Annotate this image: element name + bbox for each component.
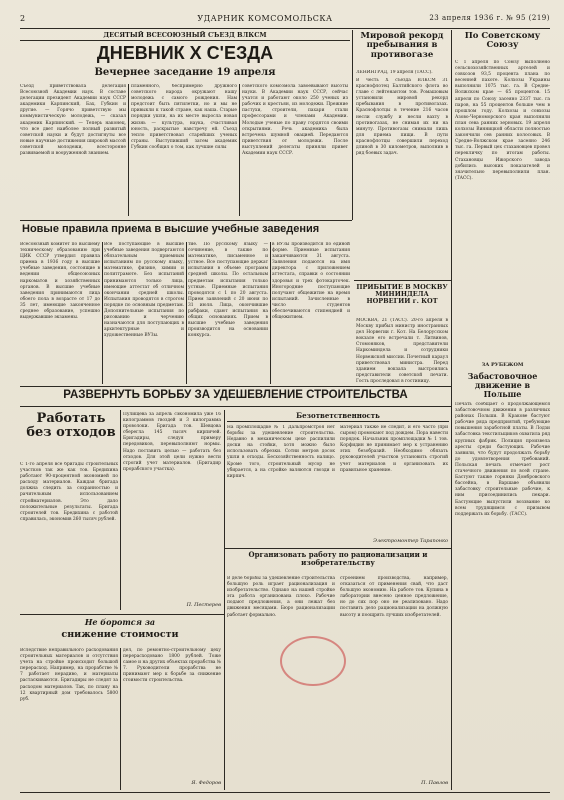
rats-title: Организовать работу по рационализации и изобретательству <box>248 551 428 567</box>
vuz-title: Новые правила приема в высшие учебные заведения <box>22 223 320 235</box>
cost-title: снижение стоимости <box>61 630 179 640</box>
section-rule <box>451 370 452 790</box>
vuz-col-4: в ВУЗы производится по единой форме. Приемные испытания заканчиваются 31 августа. Заявления подаются на имя директора с приложением аттестата, справки о состоянии здоровья и трех фотокарточек. Иногородние поступающие получают общежитие на время испытаний. Зачисленные в число студентов обеспечиваются стипендией и общежитием. <box>272 242 350 321</box>
col-rule <box>102 242 103 384</box>
col-rule <box>186 242 187 384</box>
soyuz-body: С 1 апреля по Союзу выполнено сельскохозяйственных артелей и совхозов 93,5 процента плана по весенней пахоте. Колхозы Украины выполнили 1075 тыс. га. В Средне-Волжском крае — 65 процентов. 15 апреля по Союзу засеяно 2337 тыс. га паров, на 55 процентов больше чем в прошлом году. Колхозы и совхозы Азово-Черноморского края выполнили план сева ранних зерновых. 19 апреля колхозы Винницкой области полностью закончили сев ранних колосовых. В Средне-Волжском крае засеяно 246 тыс. га. Первый цех стахановцев провел перекличку по итогам работы. Стахановцы Ижорского завода добились высоких показателей и значительно перевыполнили план. (ТАСС). <box>455 60 550 181</box>
col-rule <box>120 410 121 610</box>
soyuz-title: По Советскому Союзу <box>464 32 541 51</box>
section-rule <box>224 410 225 790</box>
section-rule <box>20 406 451 407</box>
section-rule <box>451 30 452 370</box>
cost-col-2: дел, по ремонтно-строительному цеху перерасходовано 1800 рублей. Тоже самое и на других объектах прорабства № 7. Руководители прорабства не принимают мер к борьбе за снижение стоимости строительства. <box>123 648 221 684</box>
section-rule <box>224 548 451 549</box>
paper-name: УДАРНИК КОМСОМОЛЬСКА <box>197 14 333 23</box>
section-rule <box>20 220 352 221</box>
cost-col-1: Вследствие неправильного расходования строительных материалов и отсутствия учета на стройке происходит большой перерасход. Например, на прорабстве № 7 работает нерадиво, и материалы растаскиваются. Бригадиры не следят за расходом материалов. Так, по плану на 12 квартирный дом требовалось 5800 руб. <box>20 648 118 702</box>
bezot-title: Безответственность <box>227 412 449 422</box>
work-signature: П. Пестерев <box>186 602 221 608</box>
rats-col-1: В деле борьбы за удешевление строительства большую роль играет рационализация и изобретательство. Однако на нашей стройке эта работа организована плохо. Рабочие подают предложения, а они лежат без движения месяцами. Бюро рационализации работает формально. <box>227 576 335 618</box>
col-rule <box>120 648 121 790</box>
congress-title: ДНЕВНИК X С'ЕЗДА <box>96 44 274 63</box>
work-col-2: Пулищева за апрель сэкономила уже 16 килограммов гвоздей и 3 килограмма проволоки. Бригада тов. Шевцова сберегла 145 тысяч кирпичей. Бригадиры, следуя примеру передовиков, перевыполняют нормы. Надо поставить целью — работать без отходов. Для этой цели нужно вести строгий учет материалов. (Бригадир прорабского участка). <box>123 412 221 472</box>
issue-date: 23 апреля 1936 г. № 95 (219) <box>429 14 550 22</box>
zabast-kicker: ЗА РУБЕЖОМ <box>481 362 524 368</box>
vuz-col-2: Все поступающие в высшие учебные заведения подвергаются обязательным приемным испытаниям по русскому языку, математике, физике, химии и политграмоте. Без испытаний принимаются только лица, имеющие аттестат об отличном окончании средней школы. Испытания проводятся в строгом порядке по основным предметам. Дополнительные испытания по рисованию и черчению назначаются для поступающих в архитектурные и художественные ВУЗы. <box>104 242 184 339</box>
cost-kicker: Не боротся за <box>84 618 156 627</box>
norway-body: МОСКВА, 21 (ТАСС). 20-го апреля в Москву прибыл министр иностранных дел Норвегии г. Кот. На Белорусском вокзале его встречали т. Литвинов, Стомоняков, представители Наркоминдела и сотрудники Норвежской миссии. Почетный караул приветствовал министра. Перед зданием вокзала выстроились представители советской печати. Гость проследовал в гостиницу. <box>356 318 448 384</box>
bottom-rule <box>20 792 550 793</box>
col-rule <box>270 242 271 384</box>
rats-col-2: строением производства, например, отказаться от применения свай, что даст большую экономию. На работе тов. Купина в лаборатории внесено ценное предложение, но до сих пор оно не реализовано. Надо поставить дело рационализации на должную высоту и поощрять лучших изобретателей. <box>340 576 448 618</box>
norway-title: ПРИБЫТИЕ В МОСКВУ МИНИНДЕЛА НОРВЕГИИ г. КОТ <box>356 284 448 306</box>
congress-subtitle: Вечернее заседание 19 апреля <box>94 67 276 78</box>
work-title: Работать без отходов <box>26 412 116 441</box>
page-number: 2 <box>20 14 26 23</box>
congress-col-2: пламенного, беспримерно дружного советского народа окружают нашу молодежь с самого рождения. Нам предстоит быть пятилетки, но и мы не привыкли к такой стране, как наша. Старые порядки ушли, на их месте выросла новая жизнь — культура, наука, счастливая юность, раскрытые навстречу ей. Съезд тепло приветствовал старейших ученых страны. Выступивший затем академик Губкин сообщил о том, как лучшие силы <box>131 84 237 150</box>
congress-col-3: советского комсомола завоевывают высоты науки. В Академии наук СССР, сейчас учатся и работают около 250 ученых из рабочих и крестьян, из молодежи. Прежние пастухи, строители, пахари стали профессорами и членами Академии. Молодые ученые по праву гордятся своими открытиями. Речь академика была встречена шумной овацией. Передаются приветствия от молодежи. После выступлений делегаты приняли привет Академии наук СССР. <box>242 84 348 157</box>
zabast-body: Печать сообщает о продолжающемся забастовочном движении в различных районах Польши. В Кракове бастуют рабочие ряда предприятий, требующие повышения заработной платы. В Лодзи забастовка текстильщиков охватила ряд крупных фабрик. Полиция произвела аресты среди бастующих. Рабочие заявили, что будут продолжать борьбу до удовлетворения требований. Польская печать отмечает рост стачечного движения по всей стране. Бастуют также горняки Домбровского бассейна, в Варшаве объявили забастовку строительные рабочие, к ним присоединились пекари. Бастующие выпустили воззвание ко всем трудящимся с призывом поддержать их борьбу. (ТАСС). <box>455 402 550 517</box>
library-stamp-mark <box>280 636 346 686</box>
work-col-1: С 1-го апреля все бригады строительных участков так же как тов. Бредихина работают 90-процентной экономией по расходу материалов. Каждая бригада должна следить за сохранностью и рачительным использованием стройматериалов. Это дало положительные результаты. Бригада строителей тов. Бредихина с работой справилась, экономив 260 тысяч рублей. <box>20 462 118 522</box>
rats-signature: П. Павлов <box>421 780 448 786</box>
record-title: Мировой рекорд пребывания в противогазе <box>360 32 444 60</box>
bezot-col-1: На промплощадке № 1 Дальпромстроя нет борьбы за удешевление строительства. Недавно в механическом цехе распилили доски на стойки, хотя можно было использовать обрезки. Сотни метров досок ушли в отходы. Бесхозяйственность налицо. Кроме того, строительный мусор не убирается, а на стройке валяются гвозди и кирпич. <box>227 425 335 479</box>
cost-signature: Я. Федоров <box>191 780 221 786</box>
section-rule <box>20 386 451 387</box>
section-rule <box>20 614 224 615</box>
section-rule <box>352 30 353 220</box>
section-rule <box>354 280 451 281</box>
congress-kicker: ДЕСЯТЫЙ ВСЕСОЮЗНЫЙ СЪЕЗД ВЛКСМ <box>20 31 350 41</box>
bezot-col-2: материал также не следит, и его часто (при сыром) промокают под дождем. Пора навести порядок. Начальник промплощадки № 1 тов. Корфидин не принимает мер к устранению этих безобразий. Необходимо обязать руководителей участков установить строгий учет материалов и организовать их правильное хранение. <box>340 425 448 473</box>
masthead-rule <box>20 28 550 29</box>
record-body: В честь X съезда ВЛКСМ 31 краснофлотец Балтийского флота во главе с лейтенантом тов. Ромашовым установили мировой рекорд пребывания в противогазах. Краснофлотцы в течение 216 часов несли службу и несли вахту в противогазах, не снимая их ни на минуту. Противогазы снимали лишь для приема пищи. В пути краснофлотцы совершили переход длиной в 30 километров, выполнив в ряд боевых задач. <box>356 78 448 157</box>
col-rule <box>128 84 129 216</box>
bezot-signature: Электромонтер Тарапонко <box>373 538 448 544</box>
build-banner: РАЗВЕРНУТЬ БОРЬБУ ЗА УДЕШЕВЛЕНИЕ СТРОИТЕЛЬСТВА <box>63 389 408 401</box>
record-dateline: ЛЕНИНГРАД, 19 апреля (ТАСС). <box>356 70 433 75</box>
vuz-col-1: Всесоюзный комитет по высшему техническому образованию при ЦИК СССР утвердил правила приема в 1936 году в высшие учебные заведения, состоящие в ведении общесоюзных наркоматов и хозяйственных органов. В высшие учебные заведения принимаются лица обоего пола в возрасте от 17 до 35 лет, имеющие законченное среднее образование, успешно выдержавшие экзамены. <box>20 242 100 321</box>
col-rule <box>239 84 240 216</box>
congress-col-1: Съезд приветствовала делегация Всесоюзной Академии наук. В составе делегации президент Академии наук СССР академики Карпинский, Бах, Губкин и другие. — Горячо приветствую мы коммунистическую молодежь, — сказал академик Карпинский. — Теперь наконец, что все двет наиболее полный развитый советской науки и будут достигнуты все новые научные достижения широкой массой советской молодежи, всесторонне развиваемой и вооруженной знанием. <box>20 84 126 157</box>
vuz-col-3: тие. По русскому языку — сочинение, в также по математике, письменное и устное. Все поступающие держат испытания в объеме программ средней школы. По остальным предметам испытания только устные. Приемные испытания проводятся с 1 по 20 августа. Прием заявлений с 20 июня по 31 июля. Лица, окончившие рабфаки, сдают испытания на общих основаниях. Прием в высшие учебные заведения производится на основании конкурса. <box>188 242 268 339</box>
zabast-title: Забастовочное движение в Польше <box>467 372 538 399</box>
